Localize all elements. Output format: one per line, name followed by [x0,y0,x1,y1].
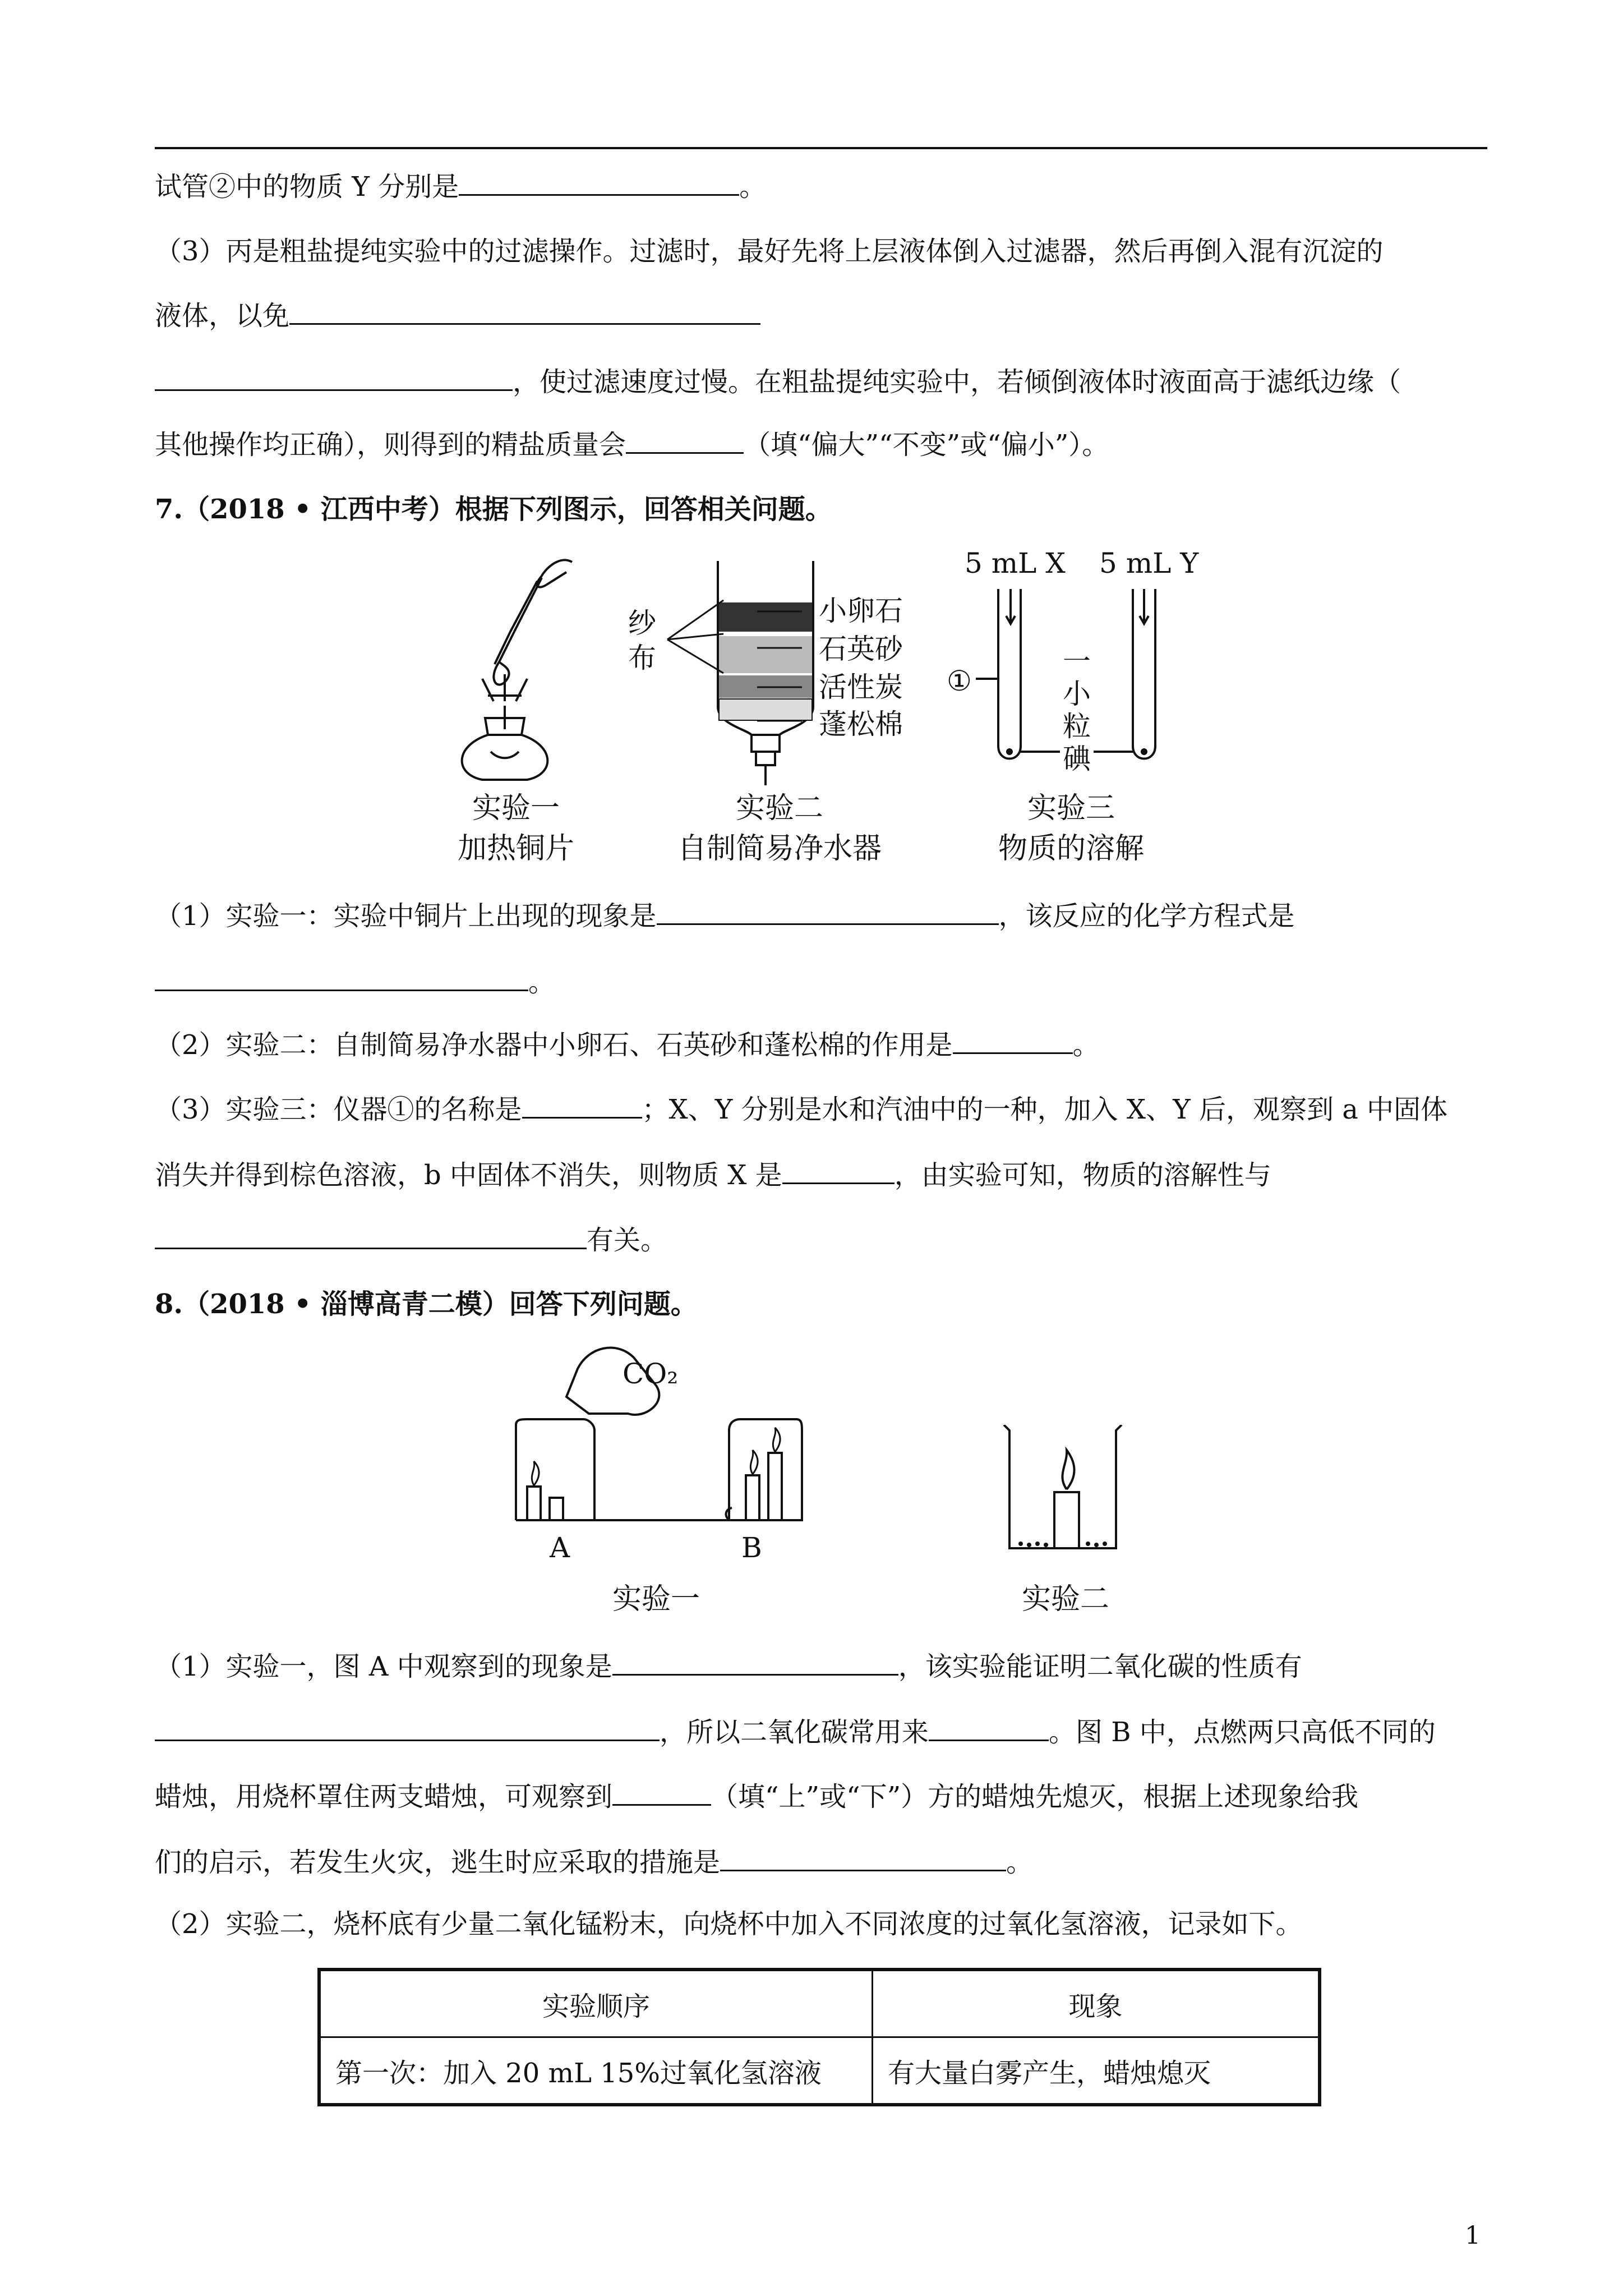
question-7-heading: 7.（2018 • 江西中考）根据下列图示，回答相关问题。 [155,494,832,525]
label-pointers [662,595,808,740]
cotton-label: 蓬松棉 [819,708,903,740]
figure-caption: 实验一 [612,1582,700,1616]
text-line: （2）实验二：自制简易净水器中小卵石、石英砂和蓬松棉的作用是 。 [155,1027,1490,1062]
figure-caption: 实验一 [472,792,560,825]
pebbles-label: 小卵石 [819,595,903,627]
table-row [319,2037,1320,2105]
answer-blank[interactable] [459,168,739,196]
answer-blank[interactable] [929,1714,1049,1741]
text-line: 有关。 [155,1222,1490,1257]
figure-caption: 实验二 [735,792,823,825]
answer-blank[interactable] [155,364,513,391]
text-line: ，使过滤速度过慢。在粗盐提纯实验中，若倾倒液体时液面高于滤纸边缘（ [155,364,1490,399]
answer-blank[interactable] [155,1222,587,1249]
beaker-candle-figure [998,1425,1127,1554]
text-line: 其他操作均正确），则得到的精盐质量会 （填“偏大”“不变”或“偏小”）。 [155,426,1490,462]
iodine-label: 碘 [1063,743,1091,775]
figure-caption: 加热铜片 [457,832,574,866]
text-line: 消失并得到棕色溶液，b 中固体不消失，则物质 X 是 ，由实验可知，物质的溶解性与 [155,1157,1490,1192]
table-cell: 有大量白雾产生，蜡烛熄灭 [873,2037,1320,2105]
answer-blank[interactable] [612,1648,898,1676]
text-line: （1）实验一，图 A 中观察到的现象是 ，该实验能证明二氧化碳的性质有 [155,1648,1490,1683]
answer-blank[interactable] [289,297,760,325]
text-line: （3）实验三：仪器①的名称是 ；X、Y 分别是水和汽油中的一种，加入 X、Y 后，观察到 a 中固体 [155,1091,1490,1126]
answer-blank[interactable] [626,426,744,454]
answer-blank[interactable] [953,1027,1073,1054]
text-line: 试管②中的物质 Y 分别是 。 [155,168,1490,204]
heating-copper-figure [432,550,600,785]
figure-caption: 物质的溶解 [998,832,1144,866]
answer-blank[interactable] [612,1778,711,1806]
text-line: （2）实验二，烧杯底有少量二氧化锰粉末，向烧杯中加入不同浓度的过氧化氢溶液，记录如下。 [155,1908,1303,1940]
answer-blank[interactable] [720,1844,1006,1871]
table-header-row [319,1970,1320,2037]
gauze-label: 纱 布 [628,607,656,674]
figure-caption: 自制简易净水器 [677,832,882,866]
figure-caption: 实验三 [1027,792,1115,825]
x-label: 5 mL X [965,547,1066,579]
table-header-cell: 实验顺序 [319,1970,873,2037]
header-rule [155,147,1487,149]
text-line: （1）实验一：实验中铜片上出现的现象是 ，该反应的化学方程式是 [155,898,1490,933]
carbon-label: 活性炭 [819,671,903,703]
record-table [317,1968,1321,2106]
figure-a-label: A [550,1531,570,1564]
text-line: 蜡烛，用烧杯罩住两支蜡烛，可观察到 （填“上”或“下”）方的蜡烛先熄灭，根据上述现象给我 [155,1778,1490,1814]
answer-blank[interactable] [657,898,999,925]
y-label: 5 mL Y [1099,547,1199,579]
figure-b-label: B [741,1531,762,1564]
instrument-label: ① [947,665,972,697]
page-number: 1 [1465,2221,1481,2250]
answer-blank[interactable] [155,964,528,991]
table-cell: 第一次：加入 20 mL 15%过氧化氢溶液 [319,2037,873,2105]
text-line: 液体，以免 [155,297,1490,333]
answer-blank[interactable] [155,1714,660,1741]
text-line: 。 [155,964,1490,999]
text-line: ，所以二氧化碳常用来 。图 B 中，点燃两只高低不同的 [155,1714,1490,1749]
text-line: 们的启示，若发生火灾，逃生时应采取的措施是 。 [155,1844,1490,1879]
iodine-label: 一 [1063,645,1091,678]
quartz-label: 石英砂 [819,633,903,665]
question-8-heading: 8.（2018 • 淄博高青二模）回答下列问题。 [155,1289,698,1320]
text-line: （3）丙是粗盐提纯实验中的过滤操作。过滤时，最好先将上层液体倒入过滤器，然后再倒入混有沉淀的 [155,236,1384,267]
co2-bottle-label: CO₂ [623,1358,679,1390]
answer-blank[interactable] [782,1157,895,1184]
iodine-label: 小 [1063,678,1091,710]
answer-blank[interactable] [522,1091,642,1119]
iodine-label: 粒 [1063,710,1091,743]
figure-caption: 实验二 [1021,1582,1109,1616]
table-header-cell: 现象 [873,1970,1320,2037]
